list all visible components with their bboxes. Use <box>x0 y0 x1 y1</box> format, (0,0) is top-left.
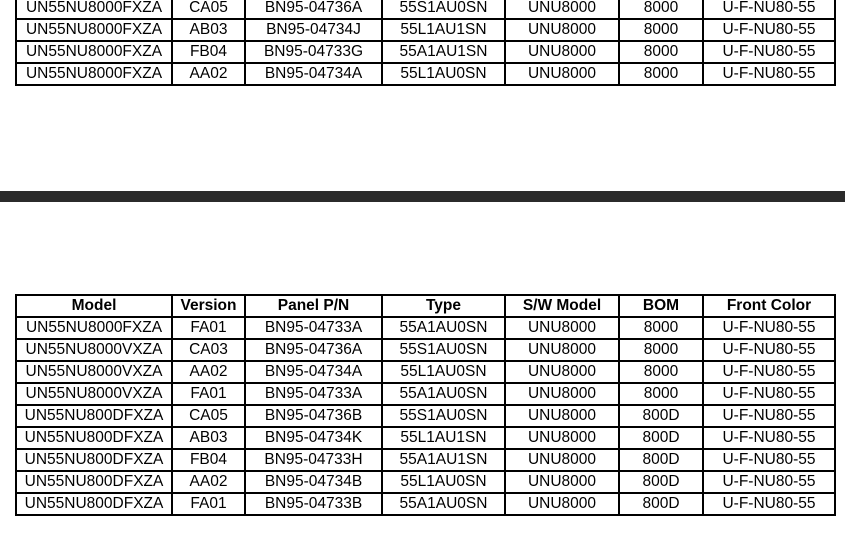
cell-type: 55L1AU1SN <box>382 19 505 41</box>
cell-bom: 8000 <box>619 317 703 339</box>
cell-version: CA05 <box>172 405 245 427</box>
cell-sw-model: UNU8000 <box>505 427 619 449</box>
cell-model: UN55NU8000FXZA <box>16 0 172 19</box>
cell-model: UN55NU8000FXZA <box>16 41 172 63</box>
table-row <box>16 383 835 405</box>
table-row <box>16 63 835 85</box>
table-row <box>16 471 835 493</box>
column-header-bom: BOM <box>619 295 703 317</box>
cell-version: AB03 <box>172 427 245 449</box>
cell-model: UN55NU800DFXZA <box>16 405 172 427</box>
cell-panel-pn: BN95-04733A <box>245 383 382 405</box>
table-row <box>16 41 835 63</box>
cell-panel-pn: BN95-04733B <box>245 493 382 515</box>
cell-type: 55S1AU0SN <box>382 339 505 361</box>
cell-sw-model: UNU8000 <box>505 63 619 85</box>
cell-front-color: U-F-NU80-55 <box>703 339 835 361</box>
cell-model: UN55NU8000VXZA <box>16 361 172 383</box>
cell-panel-pn: BN95-04734B <box>245 471 382 493</box>
cell-front-color: U-F-NU80-55 <box>703 471 835 493</box>
cell-type: 55L1AU0SN <box>382 63 505 85</box>
cell-sw-model: UNU8000 <box>505 19 619 41</box>
cell-bom: 8000 <box>619 0 703 19</box>
cell-model: UN55NU8000FXZA <box>16 19 172 41</box>
cell-panel-pn: BN95-04734J <box>245 19 382 41</box>
table-row <box>16 427 835 449</box>
cell-sw-model: UNU8000 <box>505 339 619 361</box>
table-row <box>16 339 835 361</box>
cell-model: UN55NU800DFXZA <box>16 471 172 493</box>
cell-model: UN55NU8000VXZA <box>16 339 172 361</box>
cell-type: 55S1AU0SN <box>382 405 505 427</box>
cell-sw-model: UNU8000 <box>505 383 619 405</box>
cell-model: UN55NU8000FXZA <box>16 63 172 85</box>
cell-front-color: U-F-NU80-55 <box>703 383 835 405</box>
cell-bom: 8000 <box>619 339 703 361</box>
cell-panel-pn: BN95-04734K <box>245 427 382 449</box>
cell-version: AA02 <box>172 471 245 493</box>
section-divider <box>0 191 845 202</box>
cell-sw-model: UNU8000 <box>505 449 619 471</box>
cell-model: UN55NU800DFXZA <box>16 427 172 449</box>
cell-sw-model: UNU8000 <box>505 0 619 19</box>
cell-version: FA01 <box>172 493 245 515</box>
cell-panel-pn: BN95-04733G <box>245 41 382 63</box>
cell-model: UN55NU8000VXZA <box>16 383 172 405</box>
cell-bom: 8000 <box>619 19 703 41</box>
cell-version: FA01 <box>172 317 245 339</box>
cell-type: 55S1AU0SN <box>382 0 505 19</box>
cell-type: 55A1AU1SN <box>382 449 505 471</box>
cell-type: 55A1AU0SN <box>382 317 505 339</box>
cell-type: 55A1AU0SN <box>382 383 505 405</box>
table-row <box>16 19 835 41</box>
cell-version: AA02 <box>172 63 245 85</box>
cell-bom: 8000 <box>619 383 703 405</box>
header-row <box>16 295 835 317</box>
cell-type: 55A1AU0SN <box>382 493 505 515</box>
cell-type: 55L1AU0SN <box>382 471 505 493</box>
cell-sw-model: UNU8000 <box>505 41 619 63</box>
table-row <box>16 317 835 339</box>
cell-front-color: U-F-NU80-55 <box>703 0 835 19</box>
cell-front-color: U-F-NU80-55 <box>703 449 835 471</box>
cell-sw-model: UNU8000 <box>505 471 619 493</box>
cell-version: FB04 <box>172 449 245 471</box>
cell-panel-pn: BN95-04733A <box>245 317 382 339</box>
top-table-body <box>16 0 835 85</box>
cell-front-color: U-F-NU80-55 <box>703 41 835 63</box>
cell-panel-pn: BN95-04733H <box>245 449 382 471</box>
cell-panel-pn: BN95-04736A <box>245 0 382 19</box>
cell-model: UN55NU8000FXZA <box>16 317 172 339</box>
cell-version: CA03 <box>172 339 245 361</box>
table-row <box>16 449 835 471</box>
column-header-front-color: Front Color <box>703 295 835 317</box>
cell-version: FA01 <box>172 383 245 405</box>
cell-bom: 8000 <box>619 41 703 63</box>
cell-bom: 8000 <box>619 361 703 383</box>
column-header-type: Type <box>382 295 505 317</box>
cell-sw-model: UNU8000 <box>505 493 619 515</box>
cell-bom: 800D <box>619 493 703 515</box>
cell-version: CA05 <box>172 0 245 19</box>
bottom-table-body <box>16 317 835 515</box>
cell-sw-model: UNU8000 <box>505 317 619 339</box>
cell-model: UN55NU800DFXZA <box>16 449 172 471</box>
cell-panel-pn: BN95-04736B <box>245 405 382 427</box>
column-header-panel-pn: Panel P/N <box>245 295 382 317</box>
bottom-parts-table <box>15 294 836 516</box>
cell-bom: 800D <box>619 449 703 471</box>
cell-version: FB04 <box>172 41 245 63</box>
cell-sw-model: UNU8000 <box>505 405 619 427</box>
cell-version: AB03 <box>172 19 245 41</box>
cell-front-color: U-F-NU80-55 <box>703 19 835 41</box>
cell-front-color: U-F-NU80-55 <box>703 361 835 383</box>
table-row <box>16 361 835 383</box>
cell-type: 55L1AU1SN <box>382 427 505 449</box>
cell-front-color: U-F-NU80-55 <box>703 405 835 427</box>
cell-bom: 800D <box>619 405 703 427</box>
cell-panel-pn: BN95-04736A <box>245 339 382 361</box>
cell-front-color: U-F-NU80-55 <box>703 63 835 85</box>
cell-panel-pn: BN95-04734A <box>245 361 382 383</box>
cell-type: 55L1AU0SN <box>382 361 505 383</box>
cell-bom: 800D <box>619 427 703 449</box>
cell-model: UN55NU800DFXZA <box>16 493 172 515</box>
column-header-version: Version <box>172 295 245 317</box>
cell-sw-model: UNU8000 <box>505 361 619 383</box>
column-header-model: Model <box>16 295 172 317</box>
top-parts-table <box>15 0 836 86</box>
table-row <box>16 405 835 427</box>
cell-panel-pn: BN95-04734A <box>245 63 382 85</box>
table-row <box>16 0 835 19</box>
cell-type: 55A1AU1SN <box>382 41 505 63</box>
cell-bom: 800D <box>619 471 703 493</box>
cell-front-color: U-F-NU80-55 <box>703 427 835 449</box>
cell-bom: 8000 <box>619 63 703 85</box>
cell-version: AA02 <box>172 361 245 383</box>
cell-front-color: U-F-NU80-55 <box>703 317 835 339</box>
cell-front-color: U-F-NU80-55 <box>703 493 835 515</box>
table-row <box>16 493 835 515</box>
column-header-sw-model: S/W Model <box>505 295 619 317</box>
